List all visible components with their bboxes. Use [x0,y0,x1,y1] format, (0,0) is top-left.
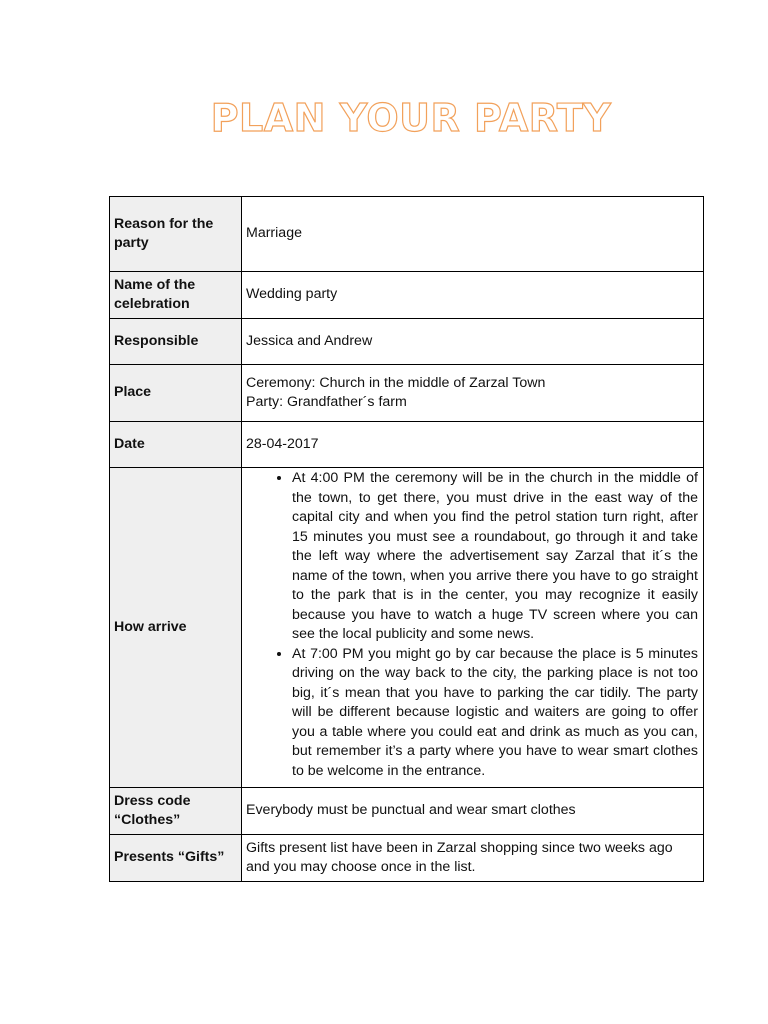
table-row [110,365,704,422]
row-value-responsible: Jessica and Andrew [242,319,704,365]
row-label-place: Place [110,365,242,422]
row-value-presents: Gifts present list have been in Zarzal shopping since two weeks ago and you may choose once in the list. [242,835,704,882]
list-item: • At 4:00 PM the ceremony will be in the church in the middle of the town, to get there, you must drive in the east way of the capital city and when you find the petrol station turn right, after 15 minutes you must see a roundabout, go through it and take the left way where the advertisement say Zarzal that it´s the name of the town, when you arrive there you have to go straight to the park that is in the center, you may recognize it easily because you have to watch a huge TV screen where you can see the local publicity and some news. [292,469,698,645]
row-label-date: Date [110,422,242,468]
party-plan-table [109,196,704,882]
table-row [110,319,704,365]
row-value-place [242,365,704,422]
row-label-presents: Presents “Gifts” [110,835,242,882]
row-label-name: Name of the celebration [110,272,242,319]
row-value-dress-code: Everybody must be punctual and wear smart clothes [242,788,704,835]
table-row [110,468,704,788]
list-item: • At 7:00 PM you might go by car because the place is 5 minutes driving on the way back to the city, the parking place is not too big, it´s mean that you have to parking the car tidily. The party will be different because logistic and waiters are going to offer you a table where you could eat and drink as much as you can, but remember it’s a party where you have to wear smart clothes to be welcome in the entrance. [292,645,698,782]
row-value-name: Wedding party [242,272,704,319]
row-value-date: 28-04-2017 [242,422,704,468]
row-label-responsible: Responsible [110,319,242,365]
place-ceremony-line: Ceremony: Church in the middle of Zarzal Town [246,374,546,391]
row-value-reason: Marriage [242,197,704,272]
table-row [110,422,704,468]
table-row [110,835,704,882]
table-row [110,272,704,319]
table-row [110,788,704,835]
place-party-line: Party: Grandfather´s farm [246,394,407,410]
row-label-dress-code: Dress code “Clothes” [110,788,242,835]
row-label-reason: Reason for the party [110,197,242,272]
table-row [110,197,704,272]
row-label-how-arrive: How arrive [110,468,242,788]
document-title: PLAN YOUR PARTY [210,96,612,140]
row-value-how-arrive [242,468,704,788]
arrival-instructions-list [246,469,698,781]
